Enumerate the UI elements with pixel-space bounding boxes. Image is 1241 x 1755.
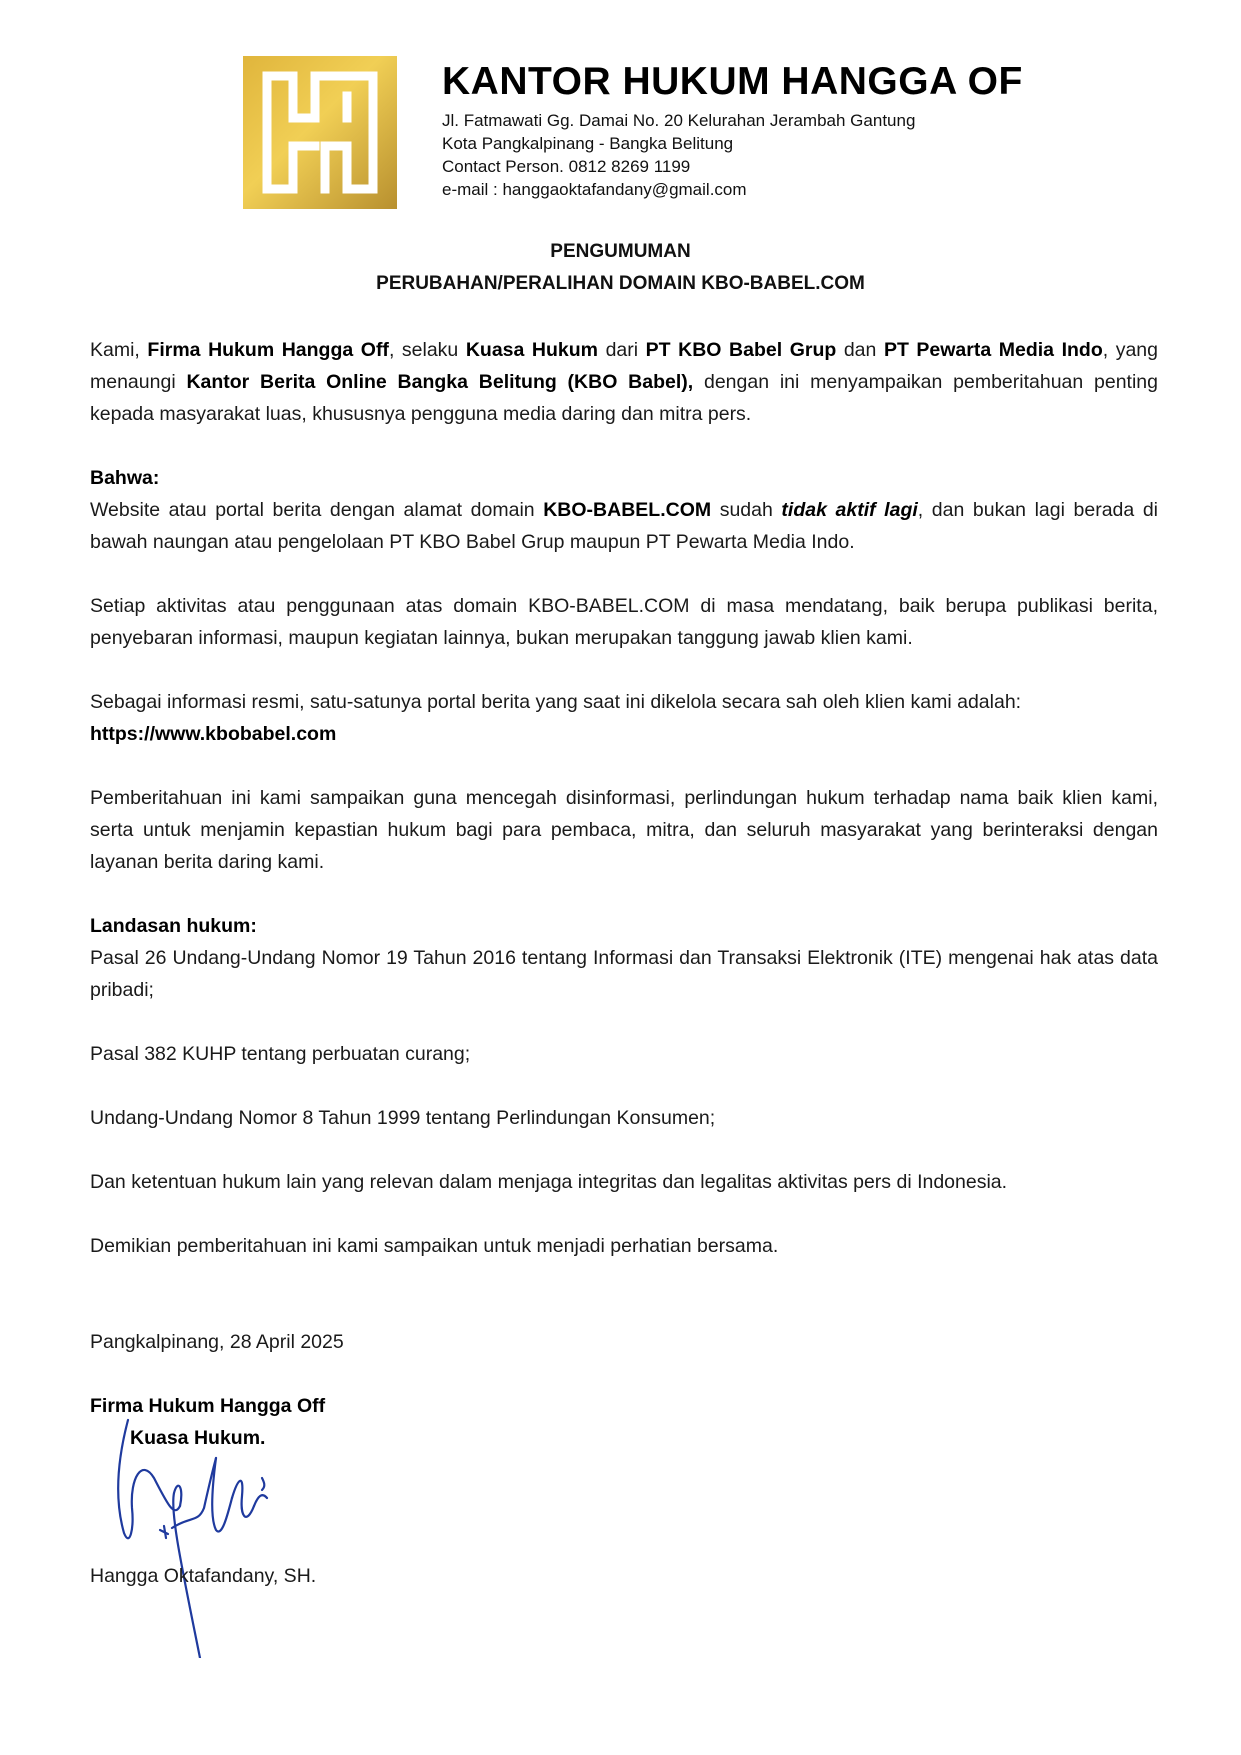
legal-item: Pasal 382 KUHP tentang perbuatan curang; bbox=[90, 1043, 471, 1065]
statement-heading: Bahwa: bbox=[90, 467, 160, 489]
disclaimer-paragraph: Setiap aktivitas atau penggunaan atas domain KBO-BABEL.COM di masa mendatang, baik berupa publikasi berita, penyebaran informasi, maupun kegiatan lainnya, bukan merupakan tanggung jawab klien kami. bbox=[90, 595, 1158, 649]
closing-statement: Demikian pemberitahuan ini kami sampaikan untuk menjadi perhatian bersama. bbox=[90, 1235, 779, 1257]
official-url: https://www.kbobabel.com bbox=[90, 723, 337, 745]
legal-basis-block bbox=[90, 910, 1158, 1006]
signature-firm: Firma Hukum Hangga Off bbox=[90, 1395, 326, 1417]
address-line-2: Kota Pangkalpinang - Bangka Belitung bbox=[442, 134, 734, 153]
contact-email: e-mail : hanggaoktafandany@gmail.com bbox=[442, 180, 747, 199]
contact-phone: Contact Person. 0812 8269 1199 bbox=[442, 157, 691, 176]
document-title: PENGUMUMAN bbox=[550, 241, 691, 262]
legal-item: Pasal 26 Undang-Undang Nomor 19 Tahun 2016 tentang Informasi dan Transaksi Elektronik (ITE) mengenai hak atas data pribadi; bbox=[90, 947, 1158, 1001]
place-date: Pangkalpinang, 28 April 2025 bbox=[90, 1331, 344, 1353]
purpose-paragraph: Pemberitahuan ini kami sampaikan guna mencegah disinformasi, perlindungan hukum terhadap nama baik klien kami, serta untuk menjamin kepastian hukum bagi para pembaca, mitra, dan seluruh masyarakat yang berinteraksi dengan layanan berita daring kami. bbox=[90, 787, 1158, 873]
signer-name: Hangga Oktafandany, SH. bbox=[90, 1565, 317, 1587]
h-monogram-logo-icon bbox=[243, 56, 397, 209]
handwritten-signature-icon bbox=[112, 1418, 292, 1658]
address-line-1: Jl. Fatmawati Gg. Damai No. 20 Kelurahan Jerambah Gantung bbox=[442, 111, 916, 130]
signature-role: Kuasa Hukum. bbox=[130, 1427, 266, 1449]
statement-paragraph: Bahwa: Website atau portal berita dengan alamat domain KBO-BABEL.COM sudah tidak aktif lagi, dan bukan lagi berada di bawah naungan atau pengelolaan PT KBO Babel Grup maupun PT Pewarta Media Indo. bbox=[90, 467, 1159, 553]
document-subtitle: PERUBAHAN/PERALIHAN DOMAIN KBO-BABEL.COM bbox=[376, 273, 865, 294]
firm-name: KANTOR HUKUM HANGGA OF bbox=[442, 60, 1023, 103]
official-portal-paragraph: Sebagai informasi resmi, satu-satunya portal berita yang saat ini dikelola secara sah oleh klien kami adalah: https://www.kbobabel.com bbox=[90, 691, 1022, 745]
legal-item: Dan ketentuan hukum lain yang relevan dalam menjaga integritas dan legalitas aktivitas pers di Indonesia. bbox=[90, 1171, 1008, 1193]
legal-item: Undang-Undang Nomor 8 Tahun 1999 tentang Perlindungan Konsumen; bbox=[90, 1107, 716, 1129]
legal-basis-heading: Landasan hukum: bbox=[90, 915, 257, 937]
intro-paragraph: Kami, Firma Hukum Hangga Off, selaku Kuasa Hukum dari PT KBO Babel Grup dan PT Pewarta Media Indo, yang menaungi Kantor Berita Online Bangka Belitung (KBO Babel), dengan ini menyampaikan pemberitahuan penting kepada masyarakat luas, khususnya pengguna media daring dan mitra pers. bbox=[90, 339, 1158, 425]
